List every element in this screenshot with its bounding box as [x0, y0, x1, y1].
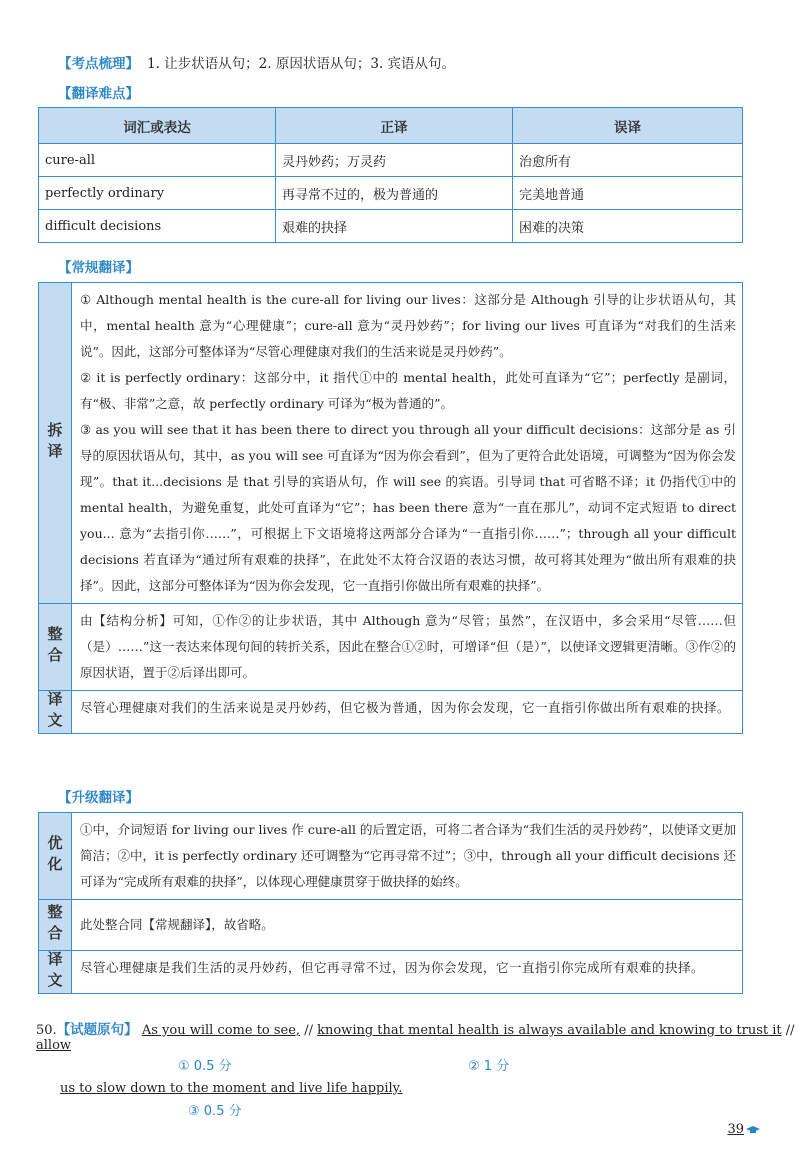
integration-label-text: 整合: [45, 626, 64, 668]
table-cell: 困难的决策: [513, 210, 743, 243]
score-3: ③ 0.5 分: [188, 1104, 242, 1119]
upgrade-translation-content: 尽管心理健康是我们生活的灵丹妙药，但它再寻常不过，因为你会发现，它一直指引你完成所有艰难的抉择。: [80, 960, 705, 975]
table-cell: 治愈所有: [513, 144, 743, 177]
split-translation-row: [39, 283, 742, 603]
split-para-2: ② it is perfectly ordinary：这部分中，it 指代①中的 mental health，此处可直译为“它”；perfectly 是副词，有“极、非常”之意，故 perfectly ordinary 可译为“极为普通的”。: [80, 370, 736, 411]
vocab-table: [38, 107, 743, 243]
table-cell: perfectly ordinary: [39, 177, 276, 210]
table-cell: cure-all: [39, 144, 276, 177]
separator-2: //: [785, 1023, 795, 1038]
score-2: ② 1 分: [468, 1059, 510, 1074]
upgrade-translation-row: [39, 950, 742, 993]
upgrade-integration-label-text: 整合: [45, 904, 64, 946]
page-number: 39: [727, 1122, 744, 1137]
exam-points-text: 1. 让步状语从句；2. 原因状语从句；3. 宾语从句。: [147, 56, 456, 72]
optimize-row: [39, 813, 742, 899]
integration-label: [39, 604, 72, 690]
translation-content: 尽管心理健康对我们的生活来说是灵丹妙药，但它极为普通，因为你会发现，它一直指引你做出所有艰难的抉择。: [80, 700, 731, 715]
graduation-cap-icon: [746, 1126, 760, 1134]
original-sentence-tag: 【试题原句】: [56, 1022, 138, 1038]
score-line-1: [36, 1053, 800, 1075]
segment-3a: allow: [36, 1038, 72, 1053]
question-50: [36, 1018, 800, 1118]
regular-translation-box: [38, 282, 743, 734]
question-number: 50.: [36, 1023, 57, 1038]
split-translation-label: [39, 283, 72, 603]
segment-1: As you will come to see,: [141, 1023, 301, 1038]
table-cell: 再寻常不过的，极为普通的: [276, 177, 513, 210]
col-header-correct: 正译: [276, 108, 513, 144]
translation-label-text: 译文: [45, 691, 64, 733]
table-cell: 灵丹妙药；万灵药: [276, 144, 513, 177]
table-row: [39, 144, 743, 177]
translation-label: [39, 691, 72, 733]
score-1: ① 0.5 分: [178, 1059, 232, 1074]
optimize-label-text: 优化: [45, 835, 64, 877]
upgrade-translation-tag: 【升级翻译】: [58, 790, 139, 806]
question-50-line2: [60, 1081, 800, 1096]
translation-row: [39, 690, 742, 733]
optimize-label: [39, 813, 72, 899]
col-header-wrong: 误译: [513, 108, 743, 144]
split-para-3: ③ as you will see that it has been there to direct you through all your difficult decisions：这部分是 as 引导的原因状语从句，其中，as you will see 可直译为“因为你会看到”，但为了更符合此处语境，可调整为“因为你会发现”。that it...decisions 是 that 引导的宾语从句，作 will see 的宾语。引导词 that 可省略不译；it 仍指代①中的 mental health，为避免重复，此处可直译为“它”；has been there 意为“一直在那儿”，动词不定式短语 to direct you... 意为“去指引你……”，可根据上下文语境将这两部分合译为“一直指引你……”；through all your difficult decisions 若直译为“通过所有艰难的抉择”，在此处不太符合汉语的表达习惯，故可将其处理为“做出所有艰难的抉择”。因此，这部分可整体译为“因为你会发现，它一直指引你做出所有艰难的抉择”。: [80, 422, 736, 593]
table-row: [39, 177, 743, 210]
split-label-text: 拆译: [45, 422, 64, 464]
exam-points-line: [58, 52, 455, 72]
upgrade-integration-label: [39, 900, 72, 950]
table-cell: 艰难的抉择: [276, 210, 513, 243]
split-translation-content: [72, 283, 742, 603]
regular-translation-tag: 【常规翻译】: [58, 260, 139, 276]
table-row: [39, 210, 743, 243]
upgrade-integration-row: [39, 899, 742, 950]
segment-2: knowing that mental health is always available and knowing to trust it: [317, 1023, 782, 1038]
exam-points-tag: 【考点梳理】: [58, 56, 139, 72]
integration-content: 由【结构分析】可知，①作②的让步状语，其中 Although 意为“尽管；虽然”，在汉语中，多会采用“尽管……但（是）……”这一表达来体现句间的转折关系，因此在整合①②时，可增译“但（是）”，以使译文逻辑更清晰。③作②的原因状语，置于②后译出即可。: [80, 613, 736, 680]
optimize-content: ①中，介词短语 for living our lives 作 cure-all 的后置定语，可将二者合译为“我们生活的灵丹妙药”，以使译文更加简洁；②中，it is perfectly ordinary 还可调整为“它再寻常不过”；③中，through all your difficult decisions 还可译为“完成所有艰难的抉择”，以体现心理健康贯穿于做抉择的始终。: [80, 822, 736, 889]
upgrade-translation-box: [38, 812, 743, 994]
col-header-expression: 词汇或表达: [39, 108, 276, 144]
integration-row: [39, 603, 742, 690]
upgrade-translation-label: [39, 951, 72, 993]
table-cell: 完美地普通: [513, 177, 743, 210]
segment-3b: us to slow down to the moment and live life happily.: [60, 1081, 403, 1096]
upgrade-integration-content: 此处整合同【常规翻译】，故省略。: [80, 917, 274, 932]
separator-1: //: [304, 1023, 313, 1038]
table-cell: difficult decisions: [39, 210, 276, 243]
translation-difficulty-tag: 【翻译难点】: [58, 86, 139, 102]
question-50-line1: [36, 1018, 800, 1053]
upgrade-translation-label-text: 译文: [45, 951, 64, 993]
split-para-1: ① Although mental health is the cure-all for living our lives：这部分是 Although 引导的让步状语从句，其中，mental health 意为“心理健康”；cure-all 意为“灵丹妙药”；for living our lives 可直译为“对我们的生活来说”。因此，这部分可整体译为“尽管心理健康对我们的生活来说是灵丹妙药”。: [80, 292, 736, 359]
vocab-table-header: [39, 108, 743, 144]
score-line-2: [36, 1096, 800, 1118]
